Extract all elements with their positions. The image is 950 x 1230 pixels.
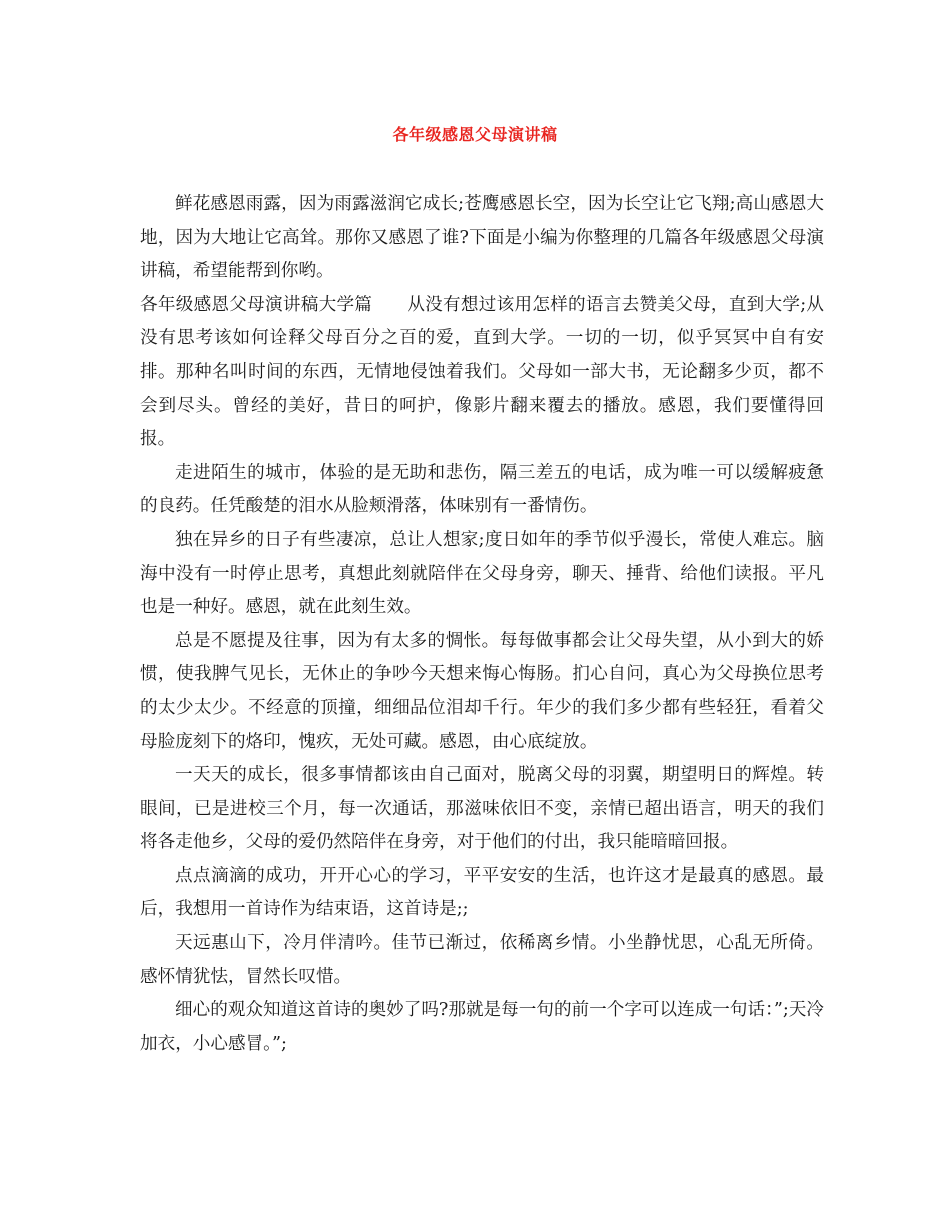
document-body [140, 188, 824, 1061]
body-paragraph: 点点滴滴的成功，开开心心的学习，平平安安的生活，也许这才是最真的感恩。最后，我想用一首诗作为结束语，这首诗是;; [140, 865, 824, 920]
closing-paragraph: 细心的观众知道这首诗的奥妙了吗?那就是每一句的前一个字可以连成一句话：”;天冷加衣，小心感冒。”; [140, 1000, 824, 1054]
body-paragraph: 走进陌生的城市，体验的是无助和悲伤，隔三差五的电话，成为唯一可以缓解疲惫的良药。任凭酸楚的泪水从脸颊滑落，体味别有一番情伤。 [140, 462, 824, 517]
body-paragraph: 独在异乡的日子有些凄凉，总让人想家;度日如年的季节似乎漫长，常使人难忘。脑海中没有一时停止思考，真想此刻就陪伴在父母身旁，聊天、捶背、给他们读报。平凡也是一种好。感恩，就在此刻生效。 [140, 529, 824, 618]
document-title: 各年级感恩父母演讲稿 [392, 125, 558, 144]
section-paragraph [140, 289, 824, 457]
paragraph-text: 从没有想过该用怎样的语言去赞美父母，直到大学;从没有思考该如何诠释父母百分之百的爱，直到大学。一切的一切，似乎冥冥中自有安排。那种名叫时间的东西，无情地侵蚀着我们。父母如一部大书，无论翻多少页，都不会到尽头。曾经的美好，昔日的呵护，像影片翻来覆去的播放。感恩，我们要懂得回报。 [140, 294, 824, 450]
section-heading: 各年级感恩父母演讲稿大学篇 [140, 294, 373, 315]
body-paragraph: 总是不愿提及往事，因为有太多的惆怅。每每做事都会让父母失望，从小到大的娇惯，使我脾气见长，无休止的争吵今天想来悔心悔肠。扪心自问，真心为父母换位思考的太少太少。不经意的顶撞，细细品位泪却千行。年少的我们多少都有些轻狂，看着父母脸庞刻下的烙印，愧疚，无处可藏。感恩，由心底绽放。 [140, 630, 824, 752]
poem-paragraph: 天远惠山下，冷月伴清吟。佳节已渐过，依稀离乡情。小坐静忧思，心乱无所倚。感怀情犹怯，冒然长叹惜。 [140, 933, 824, 987]
body-paragraph: 一天天的成长，很多事情都该由自己面对，脱离父母的羽翼，期望明日的辉煌。转眼间，已是进校三个月，每一次通话，那滋味依旧不变，亲情已超出语言，明天的我们将各走他乡，父母的爱仍然陪伴在身旁，对于他们的付出，我只能暗暗回报。 [140, 765, 824, 853]
intro-paragraph: 鲜花感恩雨露，因为雨露滋润它成长;苍鹰感恩长空，因为长空让它飞翔;高山感恩大地，因为大地让它高耸。那你又感恩了谁?下面是小编为你整理的几篇各年级感恩父母演讲稿，希望能帮到你哟。 [140, 194, 824, 282]
